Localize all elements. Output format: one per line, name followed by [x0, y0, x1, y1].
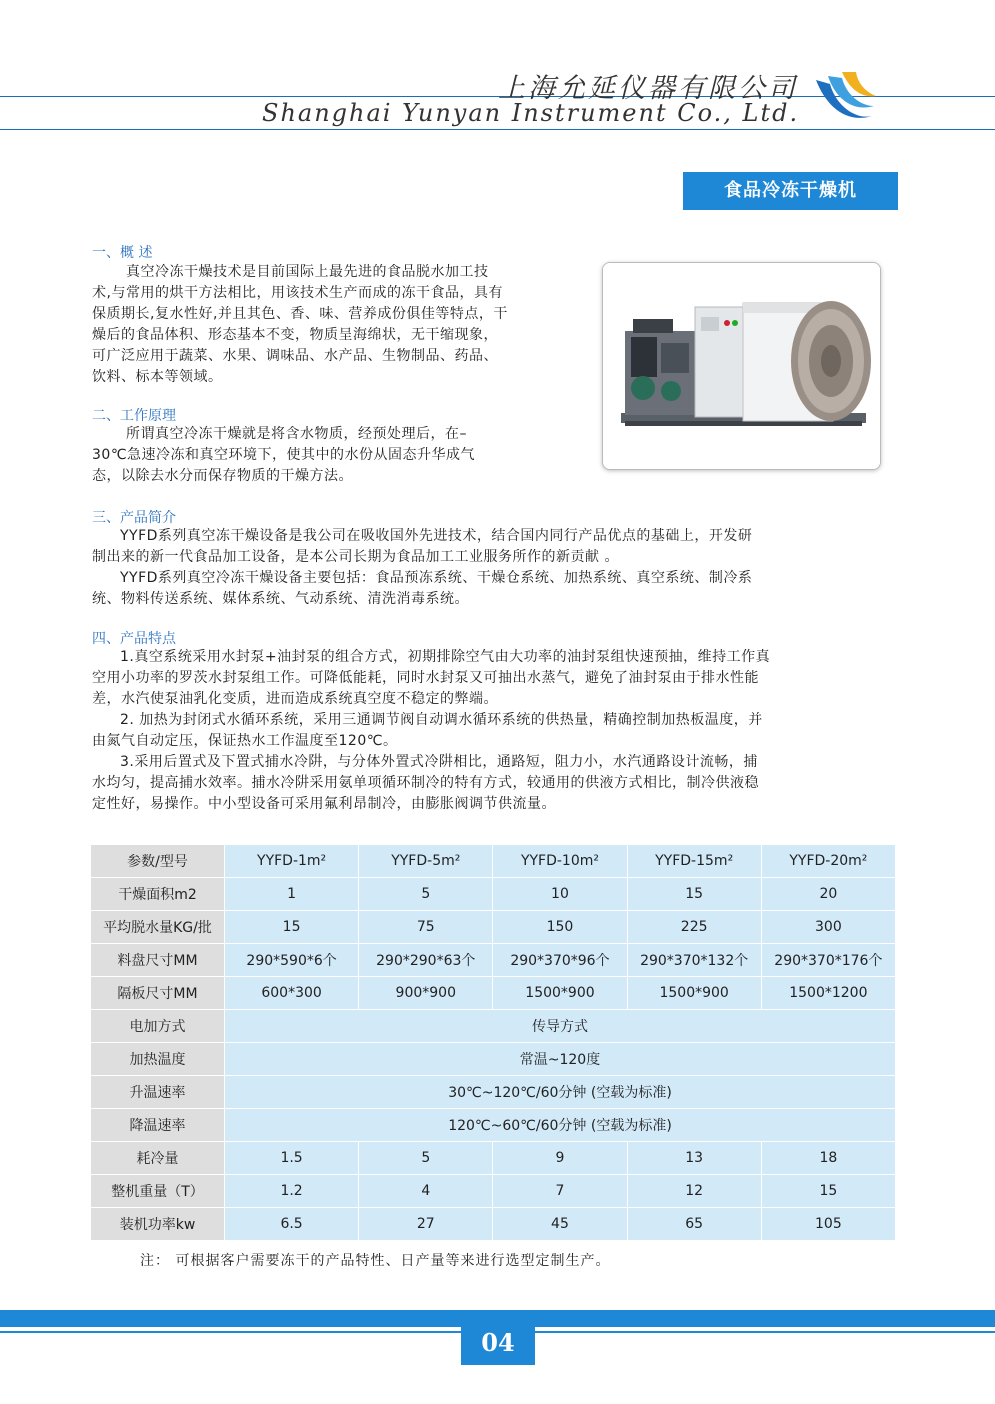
table-cell: 290*370*96个	[493, 944, 627, 977]
table-row	[91, 944, 896, 977]
model-header: YYFD-20m²	[761, 845, 895, 878]
table-row	[91, 878, 896, 911]
table-cell: 20	[761, 878, 895, 911]
table-cell-merged: 传导方式	[225, 1010, 896, 1043]
table-row	[91, 911, 896, 944]
table-cell: 15	[627, 878, 761, 911]
text-line: YYFD系列真空冻干燥设备是我公司在吸收国外先进技术，结合国内同行产品优点的基础上，开发研	[120, 528, 753, 544]
table-cell: 290*370*132个	[627, 944, 761, 977]
intro-text	[92, 526, 912, 610]
product-title: 食品冷冻干燥机	[683, 172, 898, 210]
table-cell: 1500*1200	[761, 977, 895, 1010]
text-line: 可广泛应用于蔬菜、水果、调味品、水产品、生物制品、药品、	[92, 348, 498, 364]
section-title-features: 四、产品特点	[92, 631, 176, 647]
table-cell: 150	[493, 911, 627, 944]
table-row	[91, 1175, 896, 1208]
table-cell: 290*370*176个	[761, 944, 895, 977]
text-line: 水均匀，提高捕水效率。捕水冷阱采用氨单项循环制冷的特有方式，较通用的供液方式相比，制冷供液稳	[92, 775, 759, 791]
table-cell: 225	[627, 911, 761, 944]
company-name-en: Shanghai Yunyan Instrument Co., Ltd.	[262, 99, 800, 127]
model-header: YYFD-10m²	[493, 845, 627, 878]
table-cell: 1.5	[225, 1142, 359, 1175]
row-label: 耗冷量	[91, 1142, 225, 1175]
product-photo	[602, 262, 881, 470]
table-row	[91, 977, 896, 1010]
table-cell: 15	[761, 1175, 895, 1208]
table-cell: 12	[627, 1175, 761, 1208]
text-line: 30℃急速冷冻和真空环境下，使其中的水份从固态升华成气	[92, 447, 476, 463]
section-title-principle: 二、工作原理	[92, 408, 176, 424]
text-line: 燥后的食品体积、形态基本不变，物质呈海绵状，无干缩现象，	[92, 327, 498, 343]
table-cell: 290*290*63个	[359, 944, 493, 977]
table-cell: 105	[761, 1208, 895, 1241]
table-row	[91, 1109, 896, 1142]
text-line: 2. 加热为封闭式水循环系统，采用三通调节阀自动调水循环系统的供热量，精确控制加热板温度，并	[120, 712, 763, 728]
text-line: 术,与常用的烘干方法相比，用该技术生产而成的冻干食品，具有	[92, 285, 503, 301]
table-cell: 1500*900	[493, 977, 627, 1010]
table-cell: 6.5	[225, 1208, 359, 1241]
principle-text	[92, 424, 572, 487]
table-cell: 75	[359, 911, 493, 944]
row-label: 料盘尺寸MM	[91, 944, 225, 977]
table-row	[91, 1043, 896, 1076]
table-cell: 9	[493, 1142, 627, 1175]
text-line: 空用小功率的罗茨水封泵组工作。可降低能耗，同时水封泵又可抽出水蒸气，避免了油封泵由于排水性能	[92, 670, 759, 686]
table-cell: 600*300	[225, 977, 359, 1010]
table-cell: 18	[761, 1142, 895, 1175]
table-cell: 5	[359, 878, 493, 911]
table-cell: 65	[627, 1208, 761, 1241]
table-cell-merged: 常温~120度	[225, 1043, 896, 1076]
row-label: 平均脱水量KG/批	[91, 911, 225, 944]
row-label: 隔板尺寸MM	[91, 977, 225, 1010]
table-cell: 900*900	[359, 977, 493, 1010]
table-cell: 27	[359, 1208, 493, 1241]
table-cell-merged: 30℃~120℃/60分钟 (空载为标准)	[225, 1076, 896, 1109]
table-row	[91, 1076, 896, 1109]
overview-text	[92, 262, 592, 388]
text-line: 保质期长,复水性好,并且其色、香、味、营养成份俱佳等特点，干	[92, 306, 508, 322]
table-cell: 290*590*6个	[225, 944, 359, 977]
spec-table	[90, 844, 896, 1241]
text-line: 态，以除去水分而保存物质的干燥方法。	[92, 468, 353, 484]
row-label: 装机功率kw	[91, 1208, 225, 1241]
table-cell-merged: 120℃~60℃/60分钟 (空载为标准)	[225, 1109, 896, 1142]
table-cell: 1500*900	[627, 977, 761, 1010]
section-title-overview: 一、概 述	[92, 245, 153, 261]
page-number: 04	[461, 1321, 535, 1365]
table-cell: 10	[493, 878, 627, 911]
text-line: 定性好，易操作。中小型设备可采用氟利昂制冷，由膨胀阀调节供流量。	[92, 796, 556, 812]
model-header: YYFD-1m²	[225, 845, 359, 878]
freeze-dryer-illustration	[603, 263, 881, 470]
table-row	[91, 1142, 896, 1175]
text-line: 1.真空系统采用水封泵+油封泵的组合方式，初期排除空气由大功率的油封泵组快速预抽，维持工作真	[120, 649, 771, 665]
text-line: 统、物料传送系统、媒体系统、气动系统、清洗消毒系统。	[92, 591, 469, 607]
text-line: YYFD系列真空冷冻干燥设备主要包括：食品预冻系统、干燥仓系统、加热系统、真空系统、制冷系	[120, 570, 753, 586]
text-line: 真空冷冻干燥技术是目前国际上最先进的食品脱水加工技	[126, 264, 489, 280]
text-line: 由氮气自动定压，保证热水工作温度至120℃。	[92, 733, 398, 749]
table-cell: 1	[225, 878, 359, 911]
table-cell: 4	[359, 1175, 493, 1208]
footnote: 注： 可根据客户需要冻干的产品特性、日产量等来进行选型定制生产。	[140, 1253, 611, 1269]
row-label: 干燥面积m2	[91, 878, 225, 911]
table-cell: 7	[493, 1175, 627, 1208]
text-line: 制出来的新一代食品加工设备，是本公司长期为食品加工工业服务所作的新贡献 。	[92, 549, 619, 565]
text-line: 3.采用后置式及下置式捕水冷阱，与分体外置式冷阱相比，通路短，阻力小，水汽通路设计流畅，捕	[120, 754, 758, 770]
table-cell: 45	[493, 1208, 627, 1241]
row-label: 升温速率	[91, 1076, 225, 1109]
table-cell: 15	[225, 911, 359, 944]
table-cell: 5	[359, 1142, 493, 1175]
text-line: 饮料、标本等领域。	[92, 369, 223, 385]
table-row	[91, 1010, 896, 1043]
table-cell: 300	[761, 911, 895, 944]
company-name-cn: 上海允延仪器有限公司	[498, 73, 798, 104]
text-line: 所谓真空冷冻干燥就是将含水物质，经预处理后，在–	[126, 426, 467, 442]
row-label: 整机重量（T）	[91, 1175, 225, 1208]
table-row	[91, 1208, 896, 1241]
table-cell: 13	[627, 1142, 761, 1175]
table-header-label: 参数/型号	[91, 845, 225, 878]
row-label: 加热温度	[91, 1043, 225, 1076]
model-header: YYFD-5m²	[359, 845, 493, 878]
row-label: 降温速率	[91, 1109, 225, 1142]
table-cell: 1.2	[225, 1175, 359, 1208]
row-label: 电加方式	[91, 1010, 225, 1043]
model-header: YYFD-15m²	[627, 845, 761, 878]
features-text	[92, 647, 912, 815]
text-line: 差，水汽使泵油乳化变质，进而造成系统真空度不稳定的弊端。	[92, 691, 498, 707]
section-title-intro: 三、产品简介	[92, 510, 176, 526]
table-header-row	[91, 845, 896, 878]
swoosh-logo-icon	[812, 66, 878, 130]
